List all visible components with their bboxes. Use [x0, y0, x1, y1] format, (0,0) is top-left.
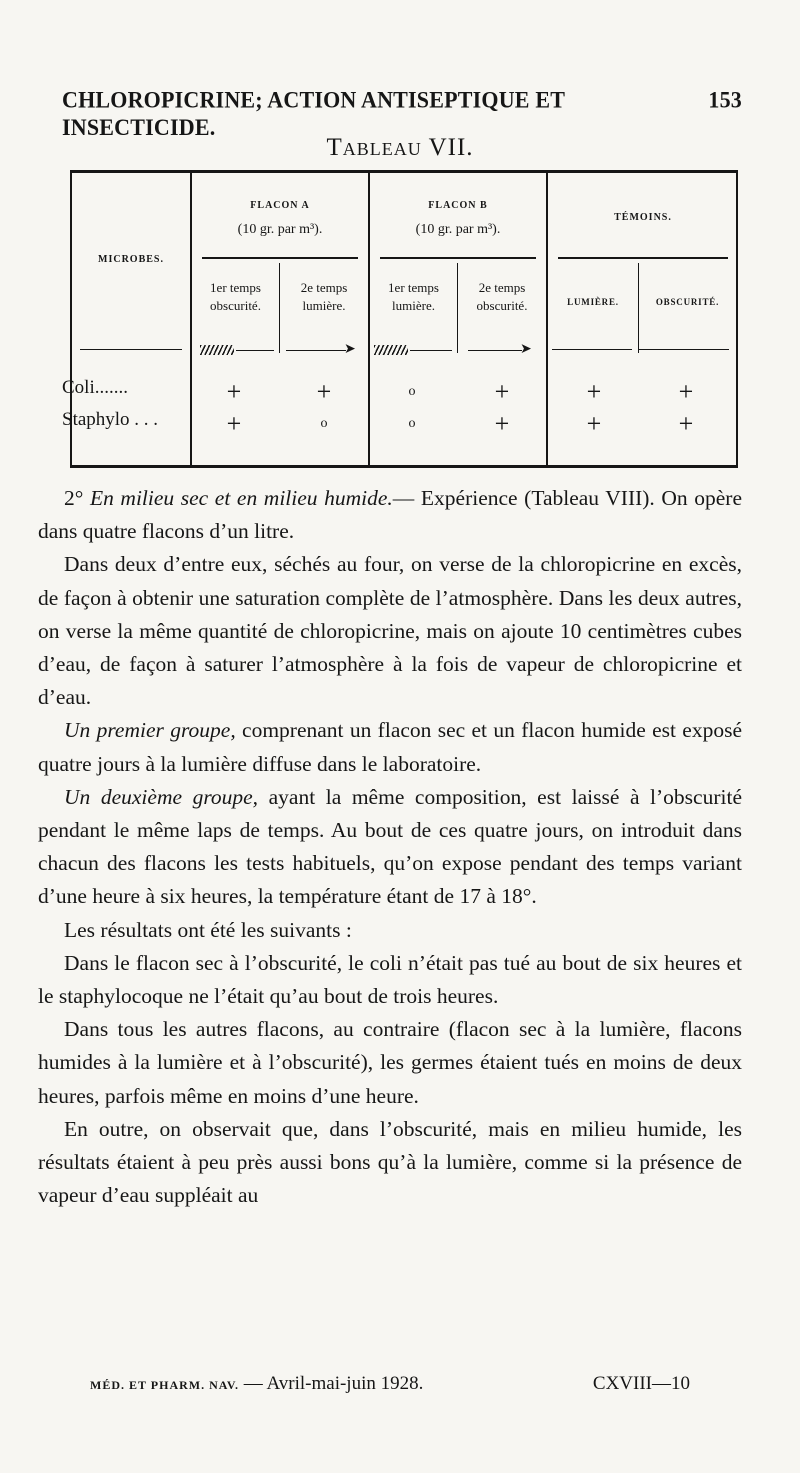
- subcol-b2-line2: obscurité.: [476, 298, 528, 313]
- paragraph-text: comprenant un flacon sec et un flacon humide est exposé quatre jours à la lumière diffuse dans le laboratoire.: [38, 718, 742, 776]
- header-rule: [639, 349, 729, 350]
- header-rule: [80, 349, 182, 350]
- subcol-a2: [280, 279, 368, 315]
- result-mark: +: [494, 377, 510, 406]
- row-label-staphylo: Staphylo . . .: [62, 409, 159, 430]
- subcol-a2-line1: 2e temps: [300, 280, 348, 295]
- paragraph: [38, 482, 742, 548]
- page-number: 153: [708, 86, 742, 113]
- group-heading: Un deuxième groupe,: [64, 784, 259, 809]
- subcol-b1: [370, 279, 457, 315]
- group-rule: [202, 257, 358, 259]
- paragraph: Dans le flacon sec à l’obscurité, le coli n’était pas tué au bout de six heures et le staphylocoque ne l’était qu’au bout de trois heures.: [38, 950, 742, 1009]
- running-title: CHLOROPICRINE; ACTION ANTISEPTIQUE ET INSECTICIDE.: [62, 86, 565, 141]
- subcol-lumiere: LUMIÈRE.: [567, 297, 619, 307]
- group-heading: Un premier groupe,: [64, 718, 236, 743]
- footer-dash: —: [239, 1373, 267, 1394]
- body-text: [38, 482, 742, 1212]
- subcol-a2-line2: lumière.: [302, 298, 346, 313]
- result-mark: +: [226, 409, 242, 438]
- journal-name: MÉD. ET PHARM. NAV.: [90, 1378, 240, 1392]
- paragraph: Dans deux d’entre eux, séchés au four, on verse de la chloropicrine en excès, de façon à obtenir une saturation complète de l’atmosphère. Dans les deux autres, on verse la même quantité de chloropicrine, mais on ajoute 10 centimètres cubes d’eau, de façon à saturer l’atmosphère à la fois de vapeur de chloropicrine et d’eau.: [38, 552, 742, 710]
- table-title-initial: T: [326, 134, 343, 161]
- paragraph-text: — Expérience (Tableau VIII). On opère dans quatre flacons d’un litre.: [38, 486, 742, 544]
- table-number: VII.: [428, 134, 474, 161]
- table-title-smallcaps: ableau: [342, 134, 422, 161]
- flacon-a-dose: (10 gr. par m³).: [237, 222, 323, 237]
- flacon-b-dose: (10 gr. par m³).: [415, 222, 501, 237]
- arrow-head-icon: ➤: [344, 342, 356, 357]
- page-footer: [90, 1373, 690, 1395]
- subcol-b2-line1: 2e temps: [478, 280, 526, 295]
- subcol-a1-line2: obscurité.: [210, 298, 261, 313]
- table-divider: [368, 173, 370, 466]
- flacon-b-header: FLACON B: [428, 200, 488, 211]
- result-mark: +: [316, 377, 332, 406]
- subcol-obscurite: OBSCURITÉ.: [655, 297, 720, 307]
- result-mark: +: [586, 377, 602, 406]
- microbes-header: MICROBES.: [98, 254, 164, 265]
- dark-phase-symbol: [374, 345, 408, 355]
- paragraph: En outre, on observait que, dans l’obscurité, mais en milieu humide, les résultats étaient à peu près aussi bons qu’à la lumière, comme si la présence de vapeur d’eau suppléait au: [38, 1116, 742, 1208]
- result-mark: +: [586, 409, 602, 438]
- arrow-line: [410, 350, 452, 351]
- result-mark: o: [320, 416, 328, 431]
- group-rule: [380, 257, 536, 259]
- group-rule: [558, 257, 728, 259]
- paragraph: Les résultats ont été les suivants :: [64, 917, 352, 942]
- subcol-b1-line1: 1er temps: [388, 280, 439, 295]
- result-mark: o: [408, 384, 416, 399]
- footer-citation: [90, 1373, 423, 1395]
- paragraph: [38, 714, 742, 780]
- issue-date: Avril-mai-juin 1928.: [266, 1373, 424, 1394]
- paragraph: Dans tous les autres flacons, au contraire (flacon sec à la lumière, flacons humides à la lumière et à l’obscurité), les germes étaient tués en moins de deux heures, parfois même en moins d’une heure.: [38, 1017, 742, 1108]
- dark-phase-symbol: [200, 345, 234, 355]
- subcol-b1-line2: lumière.: [392, 298, 435, 313]
- row-label-coli: Coli.......: [62, 377, 128, 398]
- arrow-line: [236, 350, 274, 351]
- subcol-b2: [458, 279, 546, 315]
- volume-number: CXVIII—10: [592, 1373, 690, 1394]
- paragraph: [38, 781, 742, 914]
- flacon-a-header: FLACON A: [250, 200, 310, 211]
- result-mark: +: [494, 409, 510, 438]
- paragraph-text: ayant la même composition, est laissé à l’obscurité pendant le même laps de temps. Au bout de ces quatre jours, on introduit dans chacun des flacons les tests habituels, qu’on expose pendant des temps variant d’une heure à six heures, la température étant de 17 à 18°.: [38, 784, 742, 909]
- header-rule: [552, 349, 632, 350]
- result-mark: o: [408, 416, 416, 431]
- section-heading: En milieu sec et en milieu humide.: [89, 486, 393, 510]
- results-table: [62, 170, 738, 468]
- result-mark: +: [678, 377, 694, 406]
- temoins-header: TÉMOINS.: [614, 212, 672, 223]
- subcol-a1: [192, 279, 279, 315]
- arrow-line: [468, 350, 522, 351]
- arrow-head-icon: ➤: [520, 342, 532, 357]
- table-title: [0, 134, 800, 162]
- arrow-line: [286, 350, 346, 351]
- result-mark: +: [678, 409, 694, 438]
- subcol-a1-line1: 1er temps: [210, 280, 261, 295]
- table-divider: [190, 173, 192, 466]
- section-number: 2°: [64, 486, 84, 510]
- result-mark: +: [226, 377, 242, 406]
